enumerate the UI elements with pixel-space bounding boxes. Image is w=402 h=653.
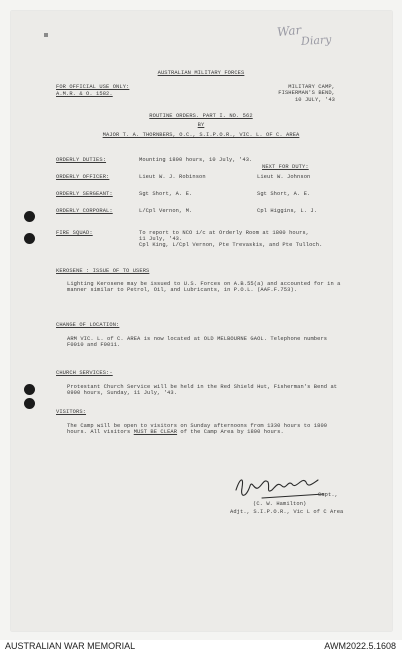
mounting-time: Mounting 1800 hours, 10 July, '43.	[139, 157, 253, 163]
stamp-line-2: Diary	[300, 32, 332, 49]
footer-bar	[0, 640, 402, 653]
document-page	[11, 11, 392, 631]
orderly-sergeant-next: Sgt Short, A. E.	[257, 191, 311, 197]
church-text: Protestant Church Service will be held in the Red Shield Hut, Fisherman's Bend at 0900 hours, Sunday, 11 July, '43.	[67, 384, 338, 397]
visitors-must-be-clear: MUST BE CLEAR	[133, 429, 178, 436]
visitors-text-part-2: of the Camp Area by 1800 hours.	[180, 429, 284, 436]
location-text: ARM VIC. L. of C. AREA is now located at OLD MELBOURNE GAOL. Telephone numbers F0010 and F0011.	[67, 336, 328, 349]
orderly-officer-next: Lieut W. Johnson	[257, 174, 311, 180]
punch-hole-1	[24, 211, 35, 222]
camp-line-1: MILITARY CAMP,	[288, 84, 335, 90]
routine-orders-heading: ROUTINE ORDERS. PART I. NO. 562	[149, 113, 253, 119]
kerosene-heading: KEROSENE : ISSUE OF TO USERS	[56, 268, 150, 274]
church-heading: CHURCH SERVICES:-	[56, 370, 113, 376]
camp-line-3: 10 JULY, '43	[294, 97, 335, 103]
pin-mark	[44, 33, 48, 37]
orderly-corporal-next: Cpl Higgins, L. J.	[257, 208, 318, 214]
orderly-corporal-current: L/Cpl Vernon, M.	[139, 208, 193, 214]
by-line: BY	[197, 122, 205, 128]
footer-accession-number: AWM2022.5.1608	[324, 641, 396, 651]
official-use-line-2: A.M.R. & O. 1582.	[56, 91, 113, 97]
issuing-officer: MAJOR T. A. THORNBERS, O.C., S.I.P.O.R., VIC. L. OF C. AREA	[102, 132, 300, 138]
war-diary-stamp	[271, 24, 351, 56]
label-orderly-sergeant: ORDERLY SERGEANT:	[56, 191, 113, 197]
signature-name: (C. W. Hamilton)	[253, 501, 307, 507]
signature-role: Adjt., S.I.P.O.R., Vic L of C Area	[230, 509, 344, 515]
orderly-officer-current: Lieut W. J. Robinson	[139, 174, 206, 180]
stamp-line-1: War	[276, 22, 302, 40]
visitors-heading: VISITORS:	[56, 409, 87, 415]
next-for-duty-heading: NEXT FOR DUTY:	[262, 164, 309, 170]
punch-hole-2	[24, 233, 35, 244]
kerosene-text: Lighting Kerosene may be issued to U.S. Forces on A.B.55(a) and accounted for in a manner similar to Petrol, Oil, and Lubricants, in P.O.L. (AAF.F.753).	[67, 281, 341, 294]
orderly-sergeant-current: Sgt Short, A. E.	[139, 191, 193, 197]
visitors-text-part-1: The Camp will be open to visitors on Sunday afternoons from 1330 hours to 1800 hours. All visitors	[67, 423, 328, 436]
visitors-text	[67, 423, 347, 436]
location-heading: CHANGE OF LOCATION:	[56, 322, 120, 328]
document-title: AUSTRALIAN MILITARY FORCES	[157, 70, 245, 76]
punch-hole-3	[24, 384, 35, 395]
label-orderly-duties: ORDERLY DUTIES:	[56, 157, 107, 163]
footer-institution: AUSTRALIAN WAR MEMORIAL	[5, 641, 136, 651]
label-fire-squad: FIRE SQUAD:	[56, 230, 93, 236]
official-use-line-1: FOR OFFICIAL USE ONLY:	[56, 84, 130, 90]
fire-squad-line-2: 11 July, '43.	[139, 236, 183, 242]
punch-hole-4	[24, 398, 35, 409]
label-orderly-corporal: ORDERLY CORPORAL:	[56, 208, 113, 214]
fire-squad-line-3: Cpl King, L/Cpl Vernon, Pte Trevaskis, and Pte Tulloch.	[139, 242, 323, 248]
label-orderly-officer: ORDERLY OFFICER:	[56, 174, 110, 180]
fire-squad-line-1: To report to NCO i/c at Orderly Room at 1800 hours,	[139, 230, 310, 236]
camp-line-2: FISHERMAN'S BEND,	[278, 90, 335, 96]
signature-rank: Capt.,	[318, 492, 339, 498]
